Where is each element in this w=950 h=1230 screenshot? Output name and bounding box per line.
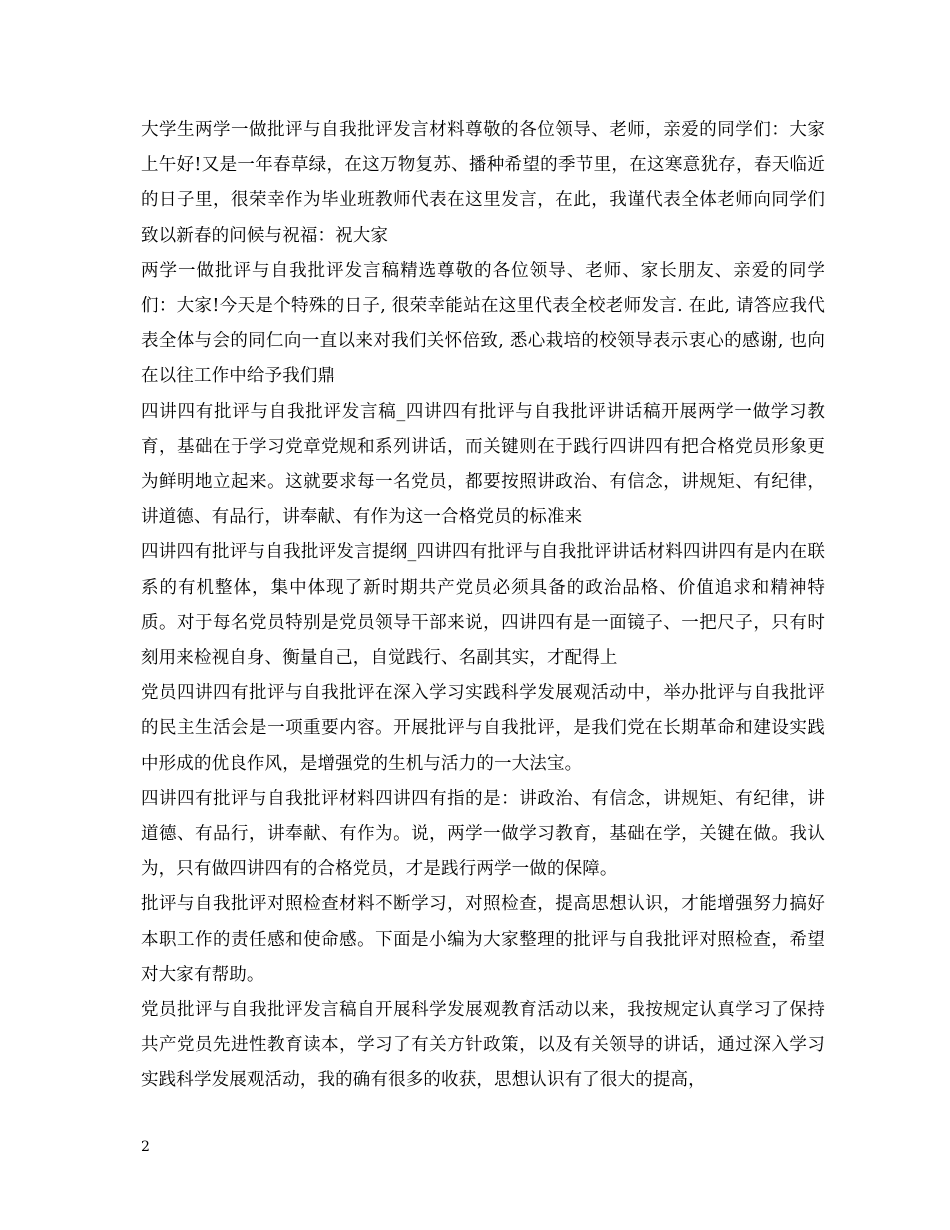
- page-number: 2: [141, 1139, 150, 1155]
- paragraph-4: 四讲四有批评与自我批评发言提纲_四讲四有批评与自我批评讲话材料四讲四有是内在联系的有机整体，集中体现了新时期共产党员必须具备的政治品格、价值追求和精神特质。对于每名党员特别是党员领导干部来说，四讲四有是一面镜子、一把尺子，只有时刻用来检视自身、衡量自己，自觉践行、名副其实，才配得上: [141, 542, 825, 669]
- paragraph-7: 批评与自我批评对照检查材料不断学习，对照检查，提高思想认识，才能增强努力搞好本职工作的责任感和使命感。下面是小编为大家整理的批评与自我批评对照检查，希望对大家有帮助。: [141, 894, 825, 985]
- document-body: [141, 113, 825, 1099]
- paragraph-8: 党员批评与自我批评发言稿自开展科学发展观教育活动以来，我按规定认真学习了保持共产党员先进性教育读本，学习了有关方针政策，以及有关领导的讲话，通过深入学习实践科学发展观活动，我的确有很多的收获，思想认识有了很大的提高，: [141, 1000, 825, 1091]
- paragraph-6: 四讲四有批评与自我批评材料四讲四有指的是：讲政治、有信念，讲规矩、有纪律，讲道德、有品行，讲奉献、有作为。说，两学一做学习教育，基础在学，关键在做。我认为，只有做四讲四有的合格党员，才是践行两学一做的保障。: [141, 788, 825, 880]
- paragraph-2: 两学一做批评与自我批评发言稿精选尊敬的各位领导、老师、家长朋友、亲爱的同学们：大家!今天是个特殊的日子, 很荣幸能站在这里代表全校老师发言. 在此, 请答应我代表全体与会的同仁向一直以来对我们关怀倍致, 悉心栽培的校领导表示衷心的感谢, 也向在以往工作中给予我们鼎: [141, 260, 825, 387]
- paragraph-3: 四讲四有批评与自我批评发言稿_四讲四有批评与自我批评讲话稿开展两学一做学习教育，基础在于学习党章党规和系列讲话，而关键则在于践行四讲四有把合格党员形象更为鲜明地立起来。这就要求每一名党员，都要按照讲政治、有信念，讲规矩、有纪律，讲道德、有品行，讲奉献、有作为这一合格党员的标准来: [141, 401, 825, 528]
- paragraph-1: 大学生两学一做批评与自我批评发言材料尊敬的各位领导、老师，亲爱的同学们：大家上午好!又是一年春草绿，在这万物复苏、播种希望的季节里，在这寒意犹存，春天临近的日子里，很荣幸作为毕业班教师代表在这里发言，在此，我谨代表全体老师向同学们致以新春的问候与祝福：祝大家: [141, 120, 825, 246]
- paragraph-5: 党员四讲四有批评与自我批评在深入学习实践科学发展观活动中，举办批评与自我批评的民主生活会是一项重要内容。开展批评与自我批评，是我们党在长期革命和建设实践中形成的优良作风，是增强党的生机与活力的一大法宝。: [141, 683, 825, 774]
